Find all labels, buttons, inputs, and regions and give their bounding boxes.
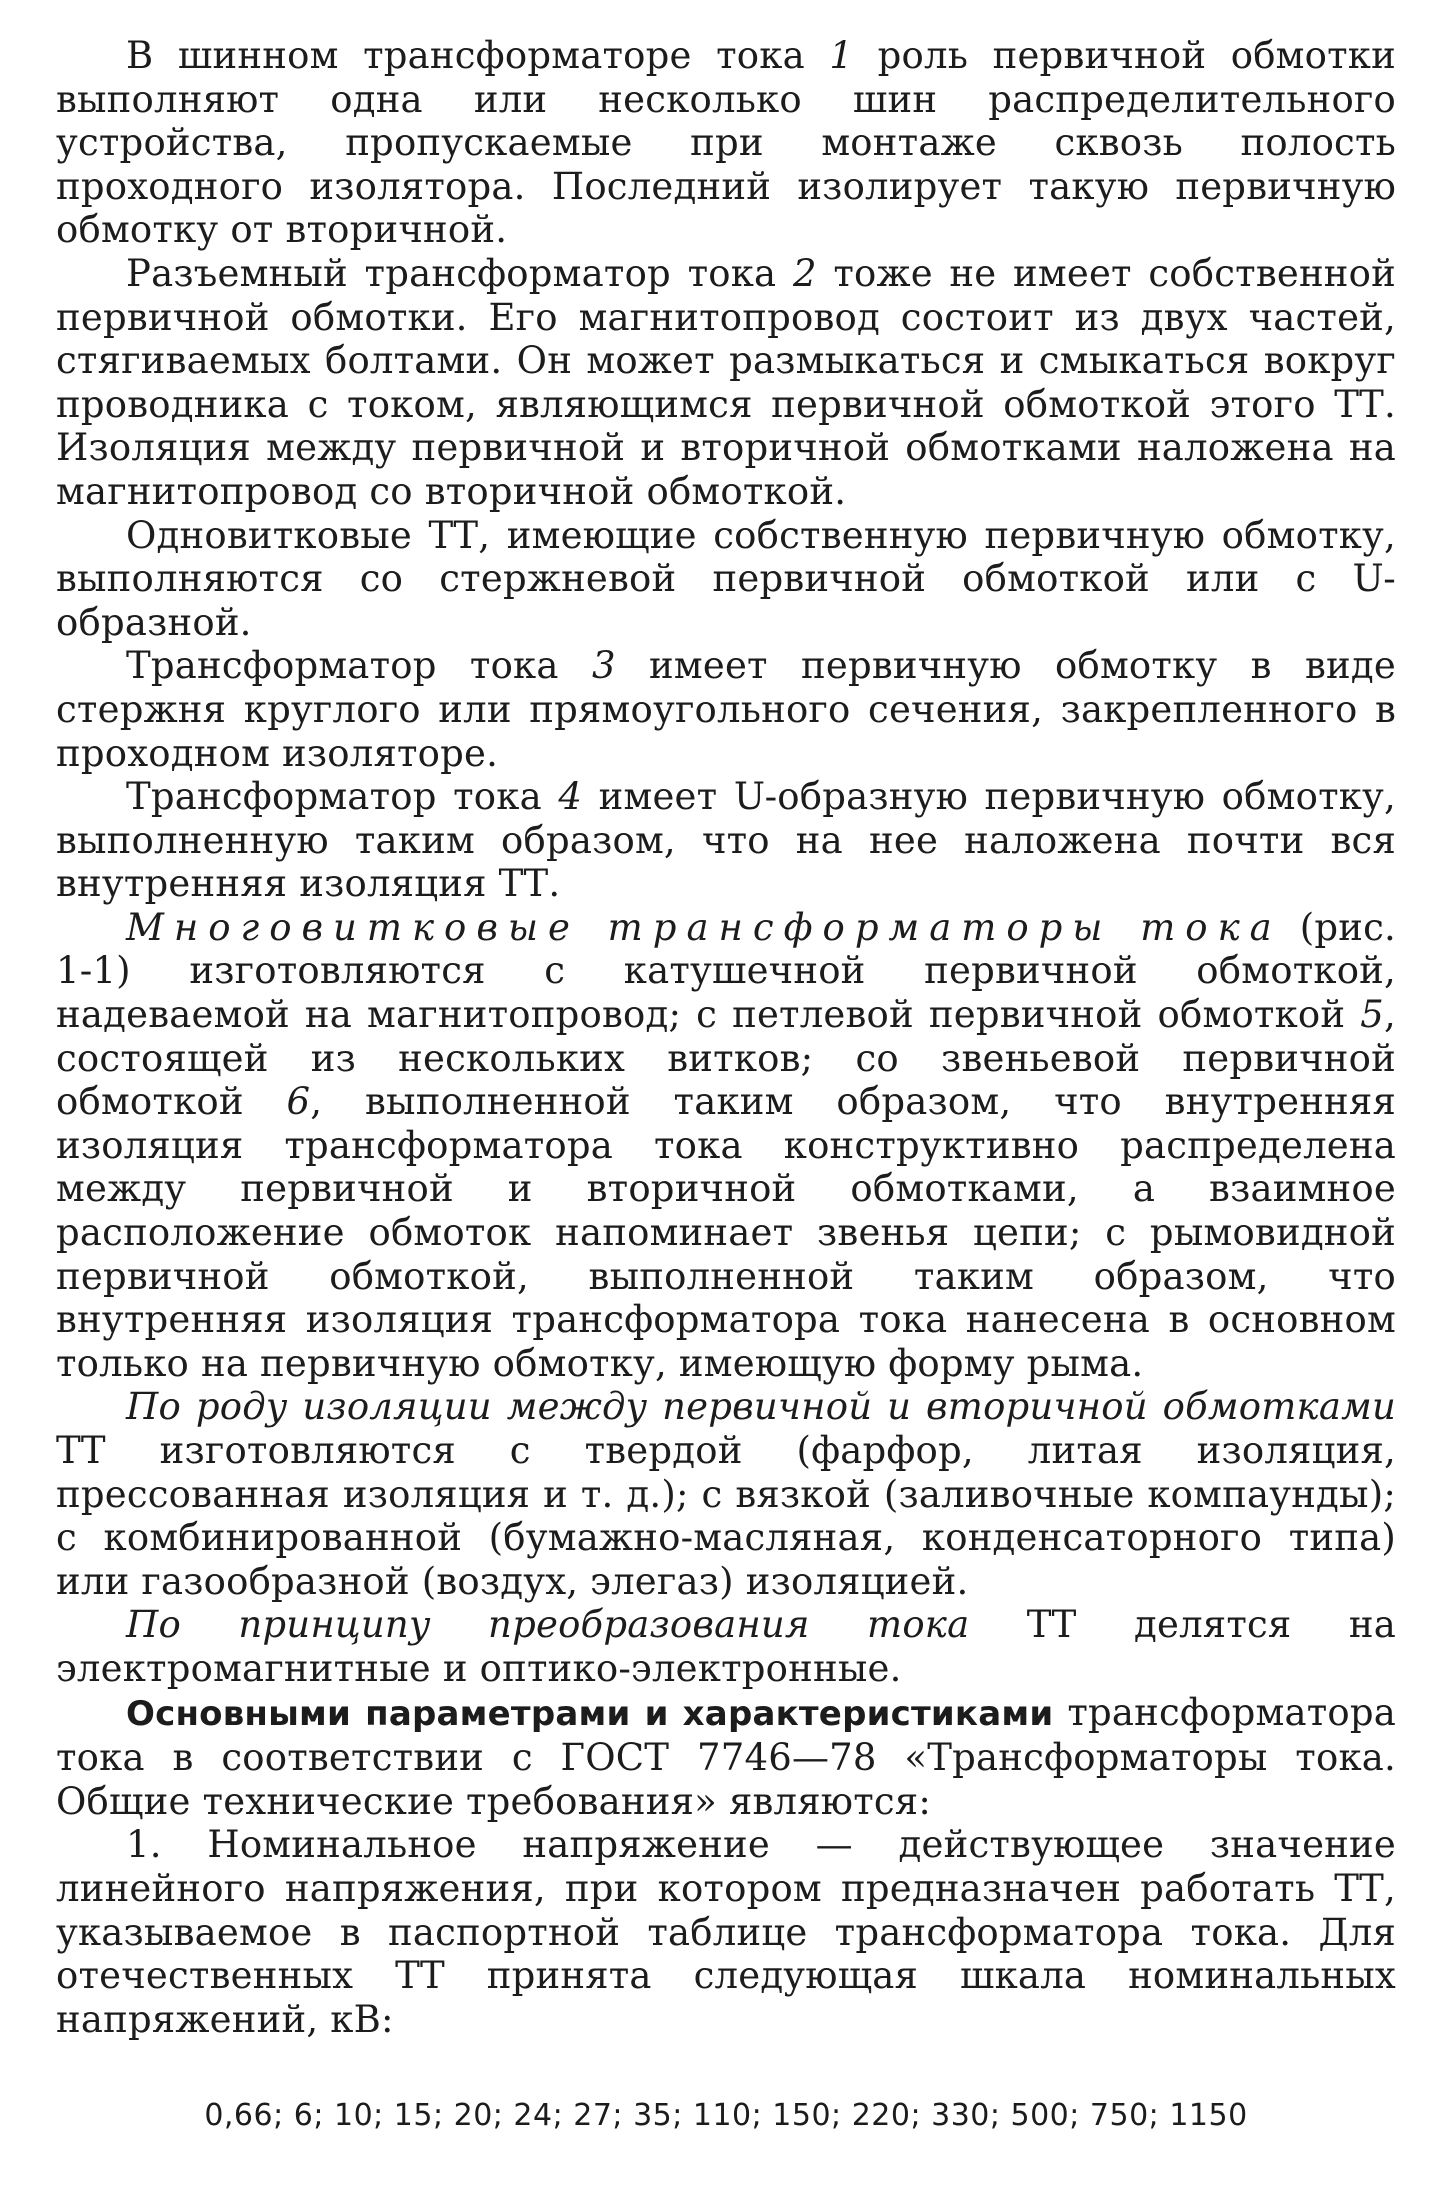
paragraph-single-turn: Одновитковые ТТ, имеющие собственную первичную обмотку, выполняются со стержневой первичной обмоткой или с U-образной. [56, 513, 1396, 644]
paragraph-rated-voltage: 1. Номинальное напряжение — действующее значение линейного напряжения, при котором предназначен работать ТТ, указываемое в паспортной таблице трансформатора тока. Для отечественных ТТ принята следующая шкала номинальных напряжений, кВ: [56, 1823, 1396, 2041]
paragraph-insulation-type: По роду изоляции между первичной и вторичной обмотками ТТ изготовляются с твердой (фарфор, литая изоляция, прессованная изоляция и т. д.); с вязкой (заливочные компаунды); с комбинированной (бумажно-масляная, конденсаторного типа) или газообразной (воздух, элегаз) изоляцией. [56, 1385, 1396, 1603]
paragraph-ct-3: Трансформатор тока 3 имеет первичную обмотку в виде стержня круглого или прямоугольного сечения, закрепленного в проходном изоляторе. [56, 644, 1396, 775]
paragraph-main-parameters: Основными параметрами и характеристиками трансформатора тока в соответствии с ГОСТ 7746—78 «Трансформаторы тока. Общие технические требования» являются: [56, 1690, 1396, 1823]
paragraph-conversion-principle: По принципу преобразования тока ТТ делятся на электромагнитные и оптико-электронные. [56, 1603, 1396, 1690]
page-body [56, 34, 1396, 2041]
paragraph-multi-turn: Многовитковые трансформаторы тока (рис. 1-1) изготовляются с катушечной первичной обмоткой, надеваемой на магнитопровод; с петлевой первичной обмоткой 5, состоящей из нескольких витков; со звеньевой первичной обмоткой 6, выполненной таким образом, что внутренняя изоляция трансформатора тока конструктивно распределена между первичной и вторичной обмотками, а взаимное расположение обмоток напоминает звенья цепи; с рымовидной первичной обмоткой, выполненной таким образом, что внутренняя изоляция трансформатора тока нанесена в основном только на первичную обмотку, имеющую форму рыма. [56, 905, 1396, 1385]
paragraph-ct-4: Трансформатор тока 4 имеет U-образную первичную обмотку, выполненную таким образом, что на нее наложена почти вся внутренняя изоляция ТТ. [56, 775, 1396, 906]
voltage-scale: 0,66; 6; 10; 15; 20; 24; 27; 35; 110; 150; 220; 330; 500; 750; 1150 [204, 2098, 1248, 2133]
paragraph-bus-ct: В шинном трансформаторе тока 1 роль первичной обмотки выполняют одна или несколько шин распределительного устройства, пропускаемые при монтаже сквозь полость проходного изолятора. Последний изолирует такую первичную обмотку от вторичной. [56, 34, 1396, 252]
spaced-heading: Многовитковые трансформаторы тока [126, 905, 1282, 949]
paragraph-split-ct: Разъемный трансформатор тока 2 тоже не имеет собственной первичной обмотки. Его магнитопровод состоит из двух частей, стягиваемых болтами. Он может размыкаться и смыкаться вокруг проводника с током, являющимся первичной обмоткой этого ТТ. Изоляция между первичной и вторичной обмотками наложена на магнитопровод со вторичной обмоткой. [56, 251, 1396, 513]
